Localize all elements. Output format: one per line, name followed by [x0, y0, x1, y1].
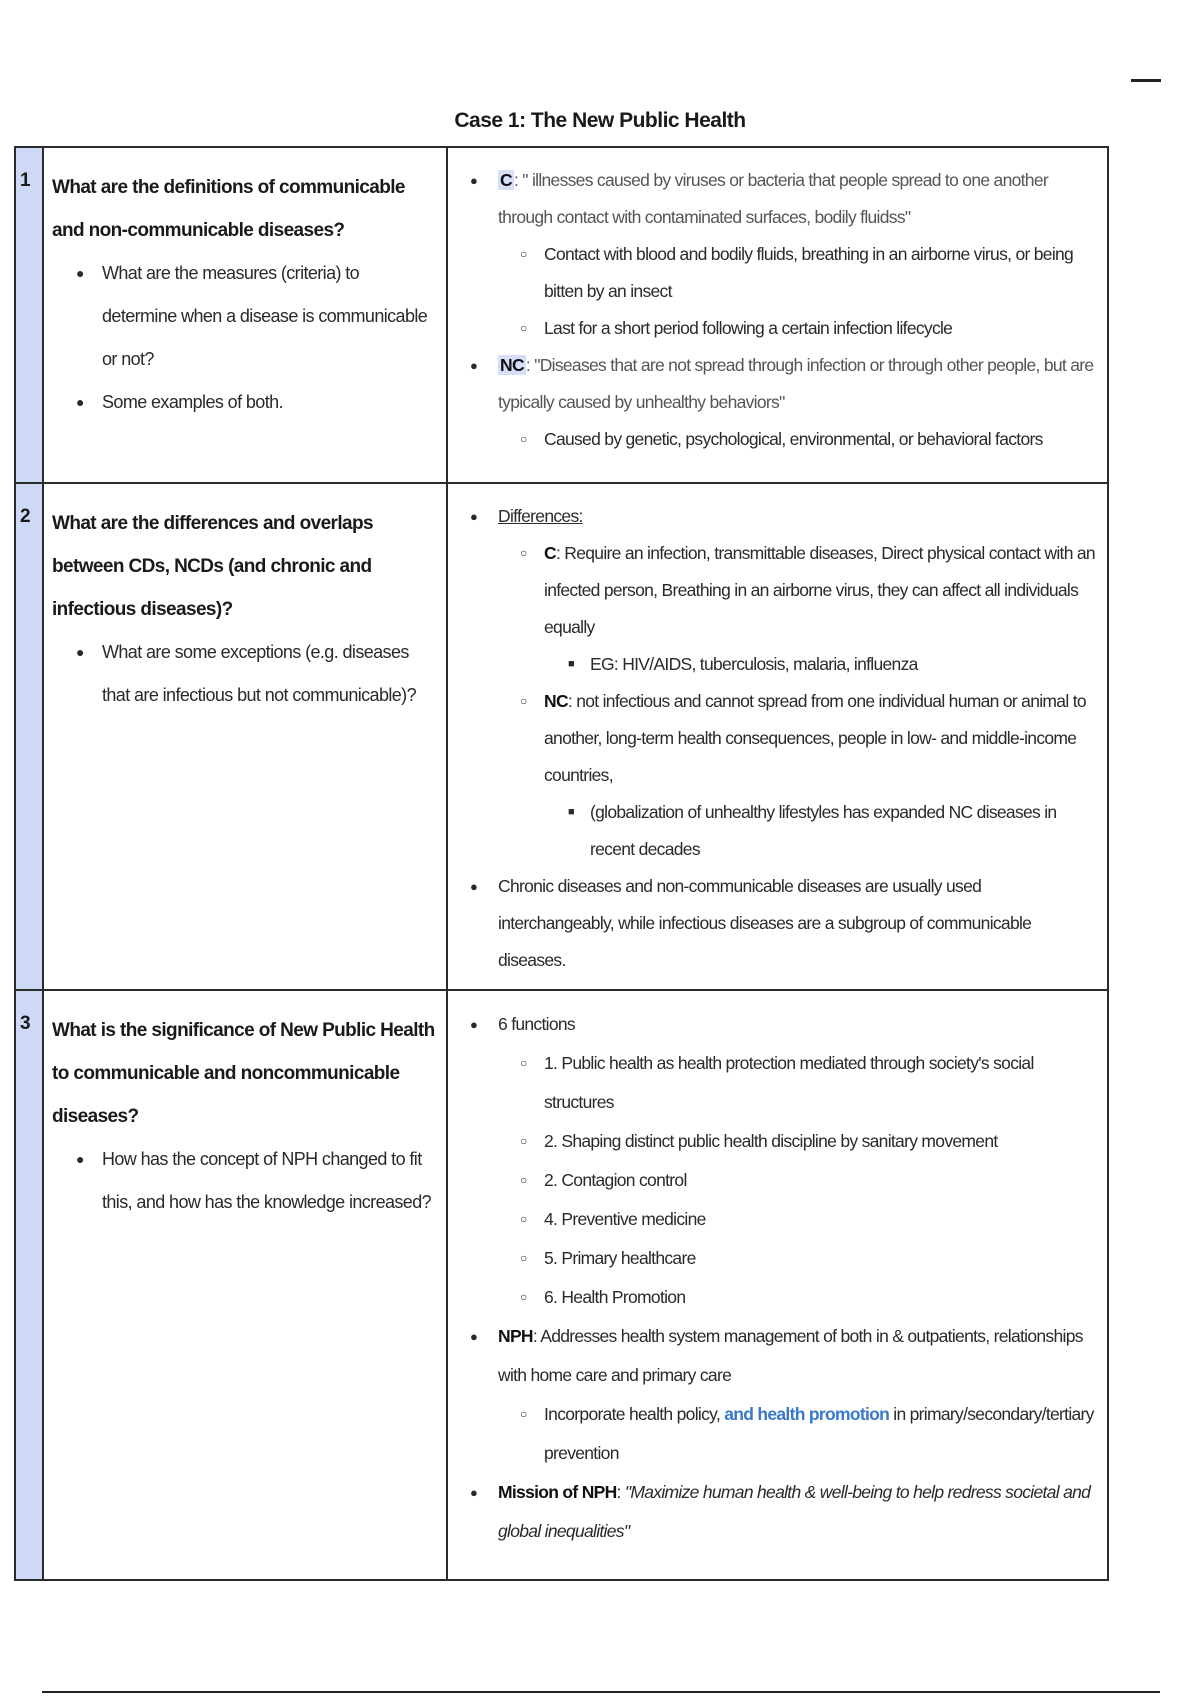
list-item: ● NPH: Addresses health system management of both in & outpatients, relationships with home care and primary care [460, 1317, 1099, 1395]
row-number: 1 [15, 147, 43, 483]
bullet-icon: ● [76, 1151, 84, 1167]
c-label: C [544, 543, 556, 563]
list-item: ■ (globalization of unhealthy lifestyles has expanded NC diseases in recent decades [460, 794, 1099, 868]
list-item: ● C : " illnesses caused by viruses or bacteria that people spread to one another through contact with contaminated surfaces, bodily fluidss" [460, 162, 1099, 236]
list-item: ■ EG: HIV/AIDS, tuberculosis, malaria, influenza [460, 646, 1099, 683]
circle-bullet-icon: ○ [520, 546, 527, 560]
sub-question: ● What are the measures (criteria) to determine when a disease is communicable or not? [52, 252, 436, 381]
table-row [15, 147, 1108, 483]
bullet-icon: ● [76, 394, 84, 410]
bullet-icon: ● [76, 265, 84, 281]
bullet-icon: ● [470, 358, 478, 373]
list-item: ○ 2. Contagion control [460, 1161, 1099, 1200]
list-item: ○ 2. Shaping distinct public health discipline by sanitary movement [460, 1122, 1099, 1161]
list-item: ○ NC: not infectious and cannot spread from one individual human or animal to another, long-term health consequences, people in low- and middle-income countries, [460, 683, 1099, 794]
bullet-icon: ● [470, 1329, 478, 1344]
bullet-icon: ● [470, 879, 478, 894]
list-item: ○ 5. Primary healthcare [460, 1239, 1099, 1278]
list-item: ○ Last for a short period following a certain infection lifecycle [460, 310, 1099, 347]
square-bullet-icon: ■ [568, 806, 574, 818]
list-item [460, 498, 1099, 535]
list-item: ○ Contact with blood and bodily fluids, breathing in an airborne virus, or being bitten by an insect [460, 236, 1099, 310]
mission-label: Mission of NPH [498, 1482, 617, 1502]
circle-bullet-icon: ○ [520, 1173, 527, 1187]
bullet-icon: ● [470, 509, 478, 524]
bullet-icon: ● [470, 173, 478, 188]
case-table [14, 146, 1109, 1581]
sub-question: ● How has the concept of NPH changed to fit this, and how has the knowledge increased? [52, 1138, 436, 1224]
question-text: What is the significance of New Public Health to communicable and noncommunicable diseases? [52, 1020, 435, 1127]
sub-question: ● What are some exceptions (e.g. diseases that are infectious but not communicable)? [52, 631, 436, 717]
list-item: ● Mission of NPH: "Maximize human health & well-being to help redress societal and global inequalities" [460, 1473, 1099, 1551]
bullet-icon: ● [470, 1485, 478, 1500]
question-text: What are the differences and overlaps between CDs, NCDs (and chronic and infectious diseases)? [52, 513, 373, 620]
list-item: ○ 6. Health Promotion [460, 1278, 1099, 1317]
question-cell [43, 990, 447, 1580]
sub-question: ● Some examples of both. [52, 381, 436, 424]
list-item: ○ Incorporate health policy, and health promotion in primary/secondary/tertiary prevention [460, 1395, 1099, 1473]
list-item: ● 6 functions [460, 1005, 1099, 1044]
answer-cell [447, 147, 1108, 483]
row-number: 3 [15, 990, 43, 1580]
nph-label: NPH [498, 1326, 533, 1346]
circle-bullet-icon: ○ [520, 1407, 527, 1421]
list-item: ○ Caused by genetic, psychological, environmental, or behavioral factors [460, 421, 1099, 458]
circle-bullet-icon: ○ [520, 1212, 527, 1226]
bullet-icon: ● [76, 644, 84, 660]
circle-bullet-icon: ○ [520, 1134, 527, 1148]
question-cell [43, 483, 447, 990]
list-item: ● NC : "Diseases that are not spread through infection or through other people, but are typically caused by unhealthy behaviors" [460, 347, 1099, 421]
nc-label: NC [500, 355, 524, 375]
row-number: 2 [15, 483, 43, 990]
table-row [15, 990, 1108, 1580]
question-cell [43, 147, 447, 483]
circle-bullet-icon: ○ [520, 321, 527, 335]
health-promotion-link[interactable]: and health promotion [724, 1404, 890, 1424]
question-text: What are the definitions of communicable and non-communicable diseases? [52, 177, 405, 241]
circle-bullet-icon: ○ [520, 1290, 527, 1304]
circle-bullet-icon: ○ [520, 1251, 527, 1265]
circle-bullet-icon: ○ [520, 432, 527, 446]
square-bullet-icon: ■ [568, 658, 574, 670]
circle-bullet-icon: ○ [520, 1056, 527, 1070]
bullet-icon: ● [470, 1017, 478, 1032]
answer-cell [447, 483, 1108, 990]
list-item: ○ 4. Preventive medicine [460, 1200, 1099, 1239]
c-label: C [500, 170, 512, 190]
top-dash-mark [1131, 79, 1161, 82]
bottom-rule [42, 1691, 1160, 1693]
circle-bullet-icon: ○ [520, 694, 527, 708]
nc-label: NC [544, 691, 568, 711]
list-item: ○ C: Require an infection, transmittable diseases, Direct physical contact with an infected person, Breathing in an airborne virus, they can affect all individuals equally [460, 535, 1099, 646]
page-title: Case 1: The New Public Health [454, 109, 746, 132]
circle-bullet-icon: ○ [520, 247, 527, 261]
differences-heading: Differences: [498, 506, 583, 526]
list-item: ○ 1. Public health as health protection mediated through society's social structures [460, 1044, 1099, 1122]
list-item: ● Chronic diseases and non-communicable diseases are usually used interchangeably, while infectious diseases are a subgroup of communicable diseases. [460, 868, 1099, 979]
answer-cell [447, 990, 1108, 1580]
table-row [15, 483, 1108, 990]
